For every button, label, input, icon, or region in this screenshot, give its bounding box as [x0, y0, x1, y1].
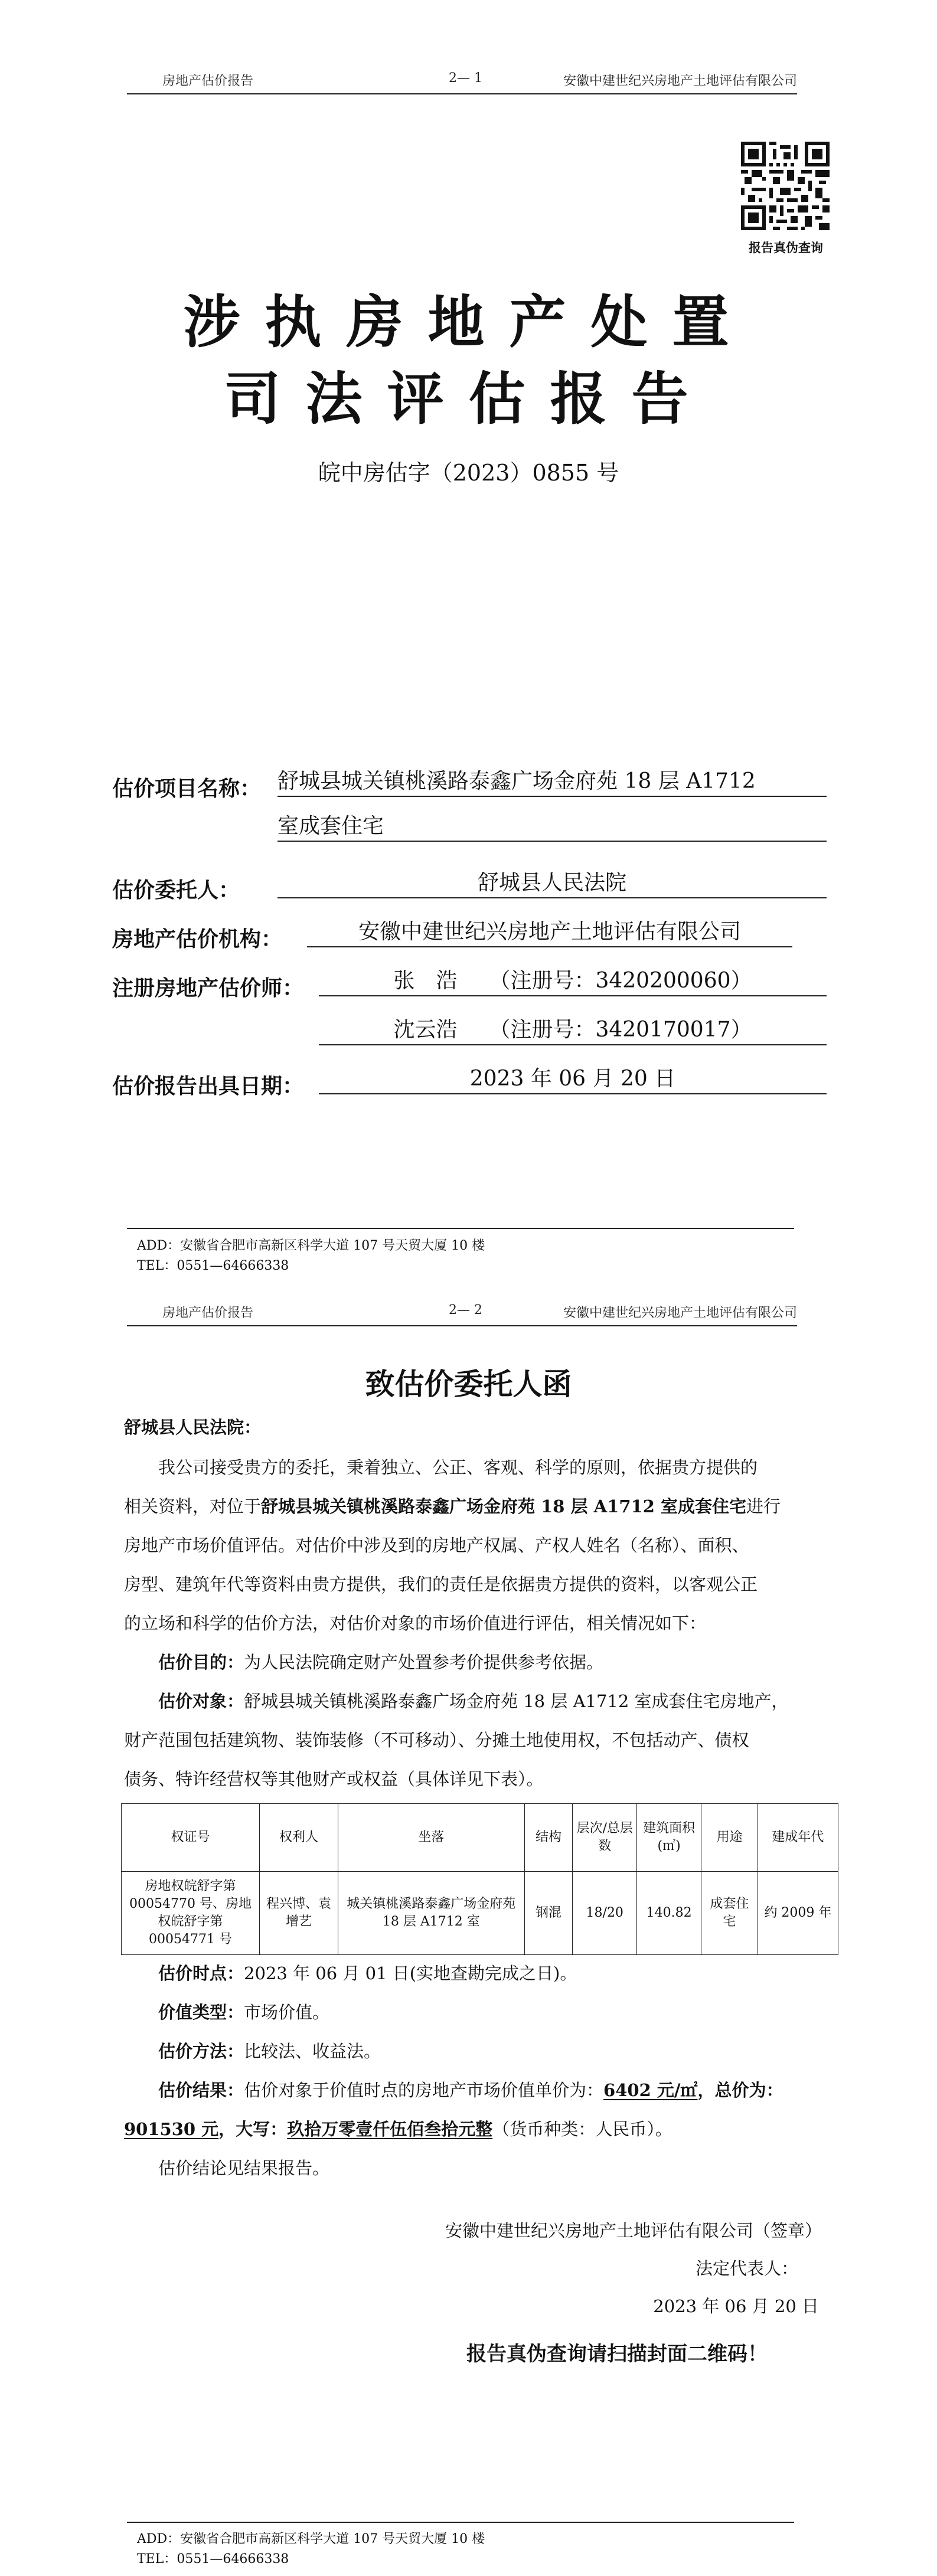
currency: （货币种类：人民币）。 — [492, 2119, 672, 2139]
object-value: 舒城县城关镇桃溪路泰鑫广场金府苑 18 层 A1712 室成套住宅房地产， — [244, 1691, 789, 1711]
method-label: 估价方法： — [158, 2041, 244, 2061]
col-area: 建筑面积(㎡) — [637, 1804, 701, 1872]
footer-contact — [137, 2529, 485, 2570]
col-floor: 层次/总层数 — [573, 1804, 637, 1872]
header-page-number: 2— 1 — [449, 71, 482, 86]
footer-address: ADD：安徽省合肥市高新区科学大道 107 号天贸大厦 10 楼 — [137, 2532, 485, 2546]
footer-address: ADD：安徽省合肥市高新区科学大道 107 号天贸大厦 10 楼 — [137, 1238, 485, 1253]
para1-line-3: 房地产市场价值评估。对估价中涉及到的房地产权属、产权人姓名（名称）、面积、 — [124, 1535, 749, 1555]
valuation-object-emphasis: 舒城县城关镇桃溪路泰鑫广场金府苑 18 层 A1712 室成套住宅 — [261, 1496, 746, 1516]
qr-code-icon[interactable] — [741, 142, 830, 230]
unit-price: 6402 元/㎡ — [603, 2080, 698, 2100]
cell-floor: 18/20 — [573, 1872, 637, 1955]
time-label: 估价时点： — [158, 1963, 244, 1983]
col-structure: 结构 — [524, 1804, 573, 1872]
object-line-2: 财产范围包括建筑物、装饰装修（不可移动）、分摊土地使用权，不包括动产、债权 — [124, 1730, 749, 1750]
footer-contact — [137, 1236, 485, 1276]
purpose-value: 为人民法院确定财产处置参考价提供参考依据。 — [244, 1652, 604, 1672]
col-location: 坐落 — [338, 1804, 524, 1872]
col-use: 用途 — [701, 1804, 758, 1872]
result-label: 估价结果： — [158, 2080, 244, 2100]
para1-text-end: 进行 — [746, 1496, 781, 1516]
page-header — [127, 1296, 797, 1326]
footer-tel: TEL：0551—64666338 — [137, 1258, 289, 1273]
project-value-line-1: 舒城县城关镇桃溪路泰鑫广场金府苑 18 层 A1712 — [277, 767, 827, 797]
type-value: 市场价值。 — [244, 2002, 330, 2022]
para1-line-1: 我公司接受贵方的委托，秉着独立、公正、客观、科学的原则，依据贵方提供的 — [158, 1457, 758, 1477]
method-value: 比较法、收益法。 — [244, 2041, 381, 2061]
agency-value: 安徽中建世纪兴房地产土地评估有限公司 — [307, 918, 792, 947]
client-label: 估价委托人： — [112, 878, 240, 903]
header-page-number: 2— 2 — [449, 1303, 482, 1318]
table-row — [122, 1872, 838, 1955]
document-number: 皖中房估字（2023）0855 号 — [318, 460, 619, 486]
footer-tel: TEL：0551—64666338 — [137, 2552, 289, 2567]
object-line-3: 债务、特许经营权等其他财产或权益（具体详见下表）。 — [124, 1769, 544, 1789]
para1-text: 相关资料，对位于 — [124, 1496, 262, 1516]
report-title-line-2: 司法评估报告 — [224, 366, 713, 432]
header-left: 房地产估价报告 — [162, 74, 254, 89]
cell-area: 140.82 — [637, 1872, 701, 1955]
result-line-1 — [124, 2071, 832, 2110]
appraiser-1: 张 浩 （注册号：3420200060） — [319, 967, 827, 996]
para1-line-2 — [124, 1487, 832, 1526]
header-company: 安徽中建世纪兴房地产土地评估有限公司 — [563, 74, 797, 89]
para1-line-5: 的立场和科学的估价方法，对估价对象的市场价值进行评估，相关情况如下： — [124, 1613, 707, 1633]
letter-body — [124, 1448, 832, 1799]
qr-caption: 报告真伪查询 — [749, 241, 823, 255]
cell-location: 城关镇桃溪路泰鑫广场金府苑 18 层 A1712 室 — [338, 1872, 524, 1955]
cell-cert-no: 房地权皖舒字第 00054770 号、房地权皖舒字第 00054771 号 — [122, 1872, 260, 1955]
result-text-upper: ，大写： — [218, 2119, 288, 2139]
col-cert-no: 权证号 — [122, 1804, 260, 1872]
legal-representative: 法定代表人： — [695, 2258, 798, 2278]
purpose-line — [124, 1643, 832, 1682]
purpose-label: 估价目的： — [158, 1652, 244, 1672]
col-year: 建成年代 — [758, 1804, 838, 1872]
type-label: 价值类型： — [158, 2002, 244, 2022]
letter-page — [0, 1290, 937, 2576]
col-owner: 权利人 — [260, 1804, 338, 1872]
report-date-label: 估价报告出具日期： — [112, 1074, 304, 1099]
object-line-1 — [124, 1682, 832, 1721]
cell-use: 成套住宅 — [701, 1872, 758, 1955]
result-line-2 — [124, 2110, 832, 2149]
total-price: 901530 元 — [124, 2119, 219, 2139]
letter-details — [124, 1954, 832, 2188]
appraiser-2: 沈云浩 （注册号：3420170017） — [319, 1016, 827, 1045]
footer-divider — [127, 2522, 794, 2523]
header-company: 安徽中建世纪兴房地产土地评估有限公司 — [563, 1306, 797, 1320]
salutation: 舒城县人民法院： — [124, 1417, 262, 1437]
type-line — [124, 1993, 832, 2032]
cell-year: 约 2009 年 — [758, 1872, 838, 1955]
time-line — [124, 1954, 832, 1993]
page-header — [127, 64, 797, 94]
object-label: 估价对象： — [158, 1691, 244, 1711]
result-text-total: ，总价为： — [697, 2080, 783, 2100]
time-value: 2023 年 06 月 01 日(实地查勘完成之日)。 — [244, 1963, 577, 1983]
project-value-line-2: 室成套住宅 — [277, 812, 827, 842]
header-left: 房地产估价报告 — [162, 1306, 254, 1320]
table-header-row — [122, 1804, 838, 1872]
report-date-value: 2023 年 06 月 20 日 — [319, 1065, 827, 1094]
property-table — [121, 1803, 838, 1955]
agency-label: 房地产估价机构： — [112, 927, 283, 952]
sign-date: 2023 年 06 月 20 日 — [653, 2296, 819, 2316]
project-label: 估价项目名称： — [112, 777, 262, 801]
conclusion: 估价结论见结果报告。 — [158, 2158, 330, 2178]
letter-title: 致估价委托人函 — [365, 1367, 572, 1401]
cell-structure: 钢混 — [524, 1872, 573, 1955]
footer-divider — [127, 1228, 794, 1229]
cell-owner: 程兴博、袁增艺 — [260, 1872, 338, 1955]
para1-line-4: 房型、建筑年代等资料由贵方提供，我们的责任是依据贵方提供的资料，以客观公正 — [124, 1574, 758, 1594]
total-price-uppercase: 玖拾万零壹仟伍佰叁拾元整 — [287, 2119, 493, 2139]
report-title-line-1: 涉执房地产处置 — [183, 289, 754, 355]
method-line — [124, 2032, 832, 2071]
result-text: 估价对象于价值时点的房地产市场价值单价为： — [244, 2080, 604, 2100]
authenticity-notice: 报告真伪查询请扫描封面二维码！ — [466, 2342, 768, 2366]
signer: 安徽中建世纪兴房地产土地评估有限公司（签章） — [445, 2221, 822, 2241]
appraiser-label: 注册房地产估价师： — [112, 976, 304, 1001]
client-value: 舒城县人民法院 — [277, 869, 827, 898]
